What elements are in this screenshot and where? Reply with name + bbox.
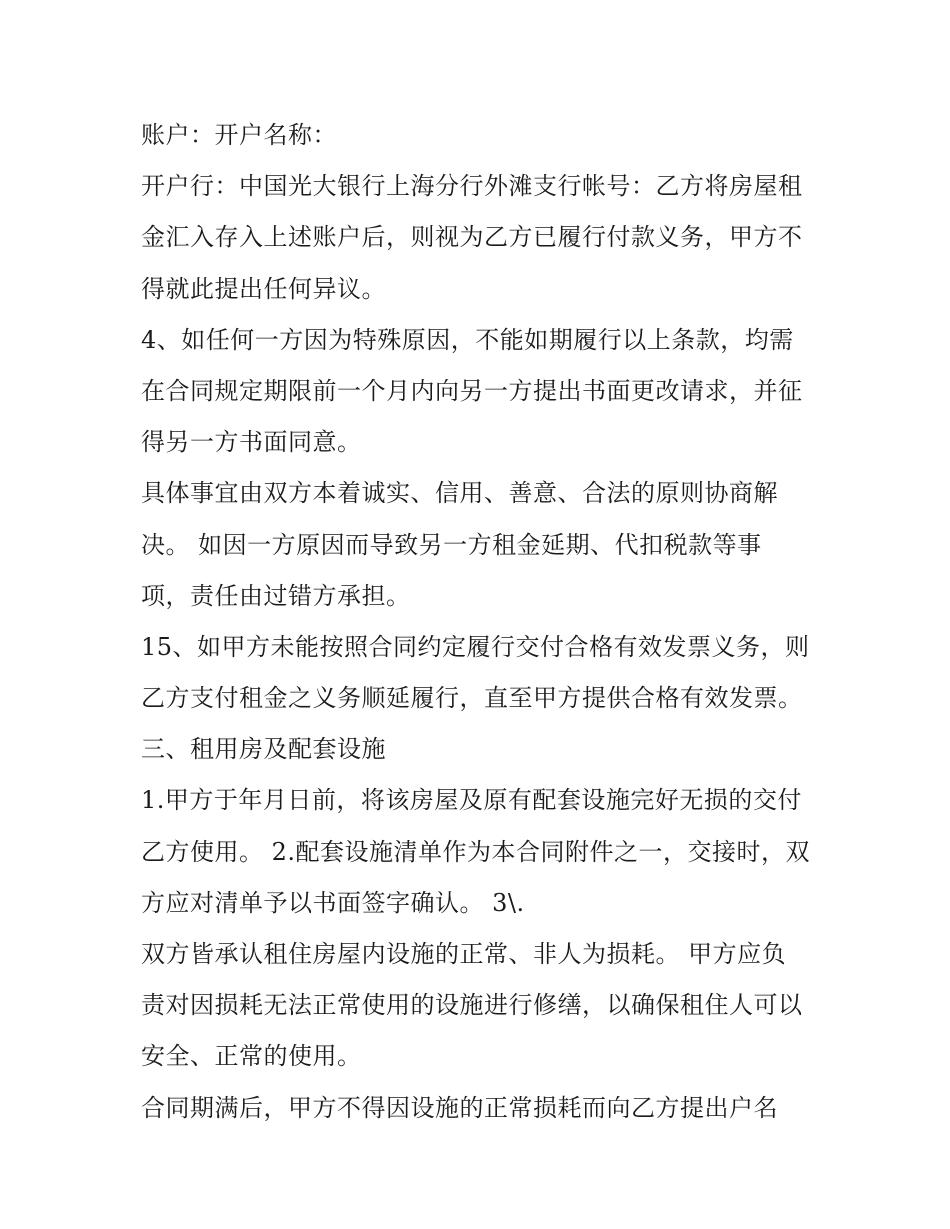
text-line: 项，责任由过错方承担。 <box>141 581 411 610</box>
text-line: 金汇入存入上述账户后，则视为乙方已履行付款义务，甲方不 <box>141 223 803 252</box>
text-line: 双方皆承认租住房屋内设施的正常、非人为损耗。 甲方应负 <box>141 940 787 968</box>
text-line: 得就此提出任何异议。 <box>141 274 386 303</box>
text-line: 乙方支付租金之义务顺延履行，直至甲方提供合格有效发票。 <box>141 684 803 713</box>
text-line: 在合同规定期限前一个月内向另一方提出书面更改请求，并征 <box>141 376 803 405</box>
text-line: 决。 如因一方原因而导致另一方租金延期、代扣税款等事 <box>141 530 762 559</box>
text-line: 1.甲方于年月日前，将该房屋及原有配套设施完好无损的交付 <box>141 786 802 815</box>
text-line: 4、如任何一方因为特殊原因，不能如期履行以上条款，均需 <box>141 325 794 354</box>
text-line: 得另一方书面同意。 <box>141 428 362 457</box>
text-line: 合同期满后，甲方不得因设施的正常损耗而向乙方提出户名 <box>141 1093 778 1122</box>
text-line: 开户行：中国光大银行上海分行外滩支行帐号：乙方将房屋租 <box>141 172 803 201</box>
section-heading: 三、租用房及配套设施 <box>141 735 386 764</box>
text-line: 15、如甲方未能按照合同约定履行交付合格有效发票义务，则 <box>141 632 810 661</box>
text-line: 责对因损耗无法正常使用的设施进行修缮，以确保租住人可以 <box>141 991 803 1020</box>
text-line: 乙方使用。 2.配套设施清单作为本合同附件之一，交接时，双 <box>141 837 811 866</box>
text-line: 方应对清单予以书面签字确认。 3\. <box>141 888 525 917</box>
text-line: 账户：开户名称： <box>141 121 337 149</box>
text-line: 具体事宜由双方本着诚实、信用、善意、合法的原则协商解 <box>141 479 778 508</box>
contract-text-body <box>141 110 821 1134</box>
text-line: 安全、正常的使用。 <box>141 1042 362 1071</box>
